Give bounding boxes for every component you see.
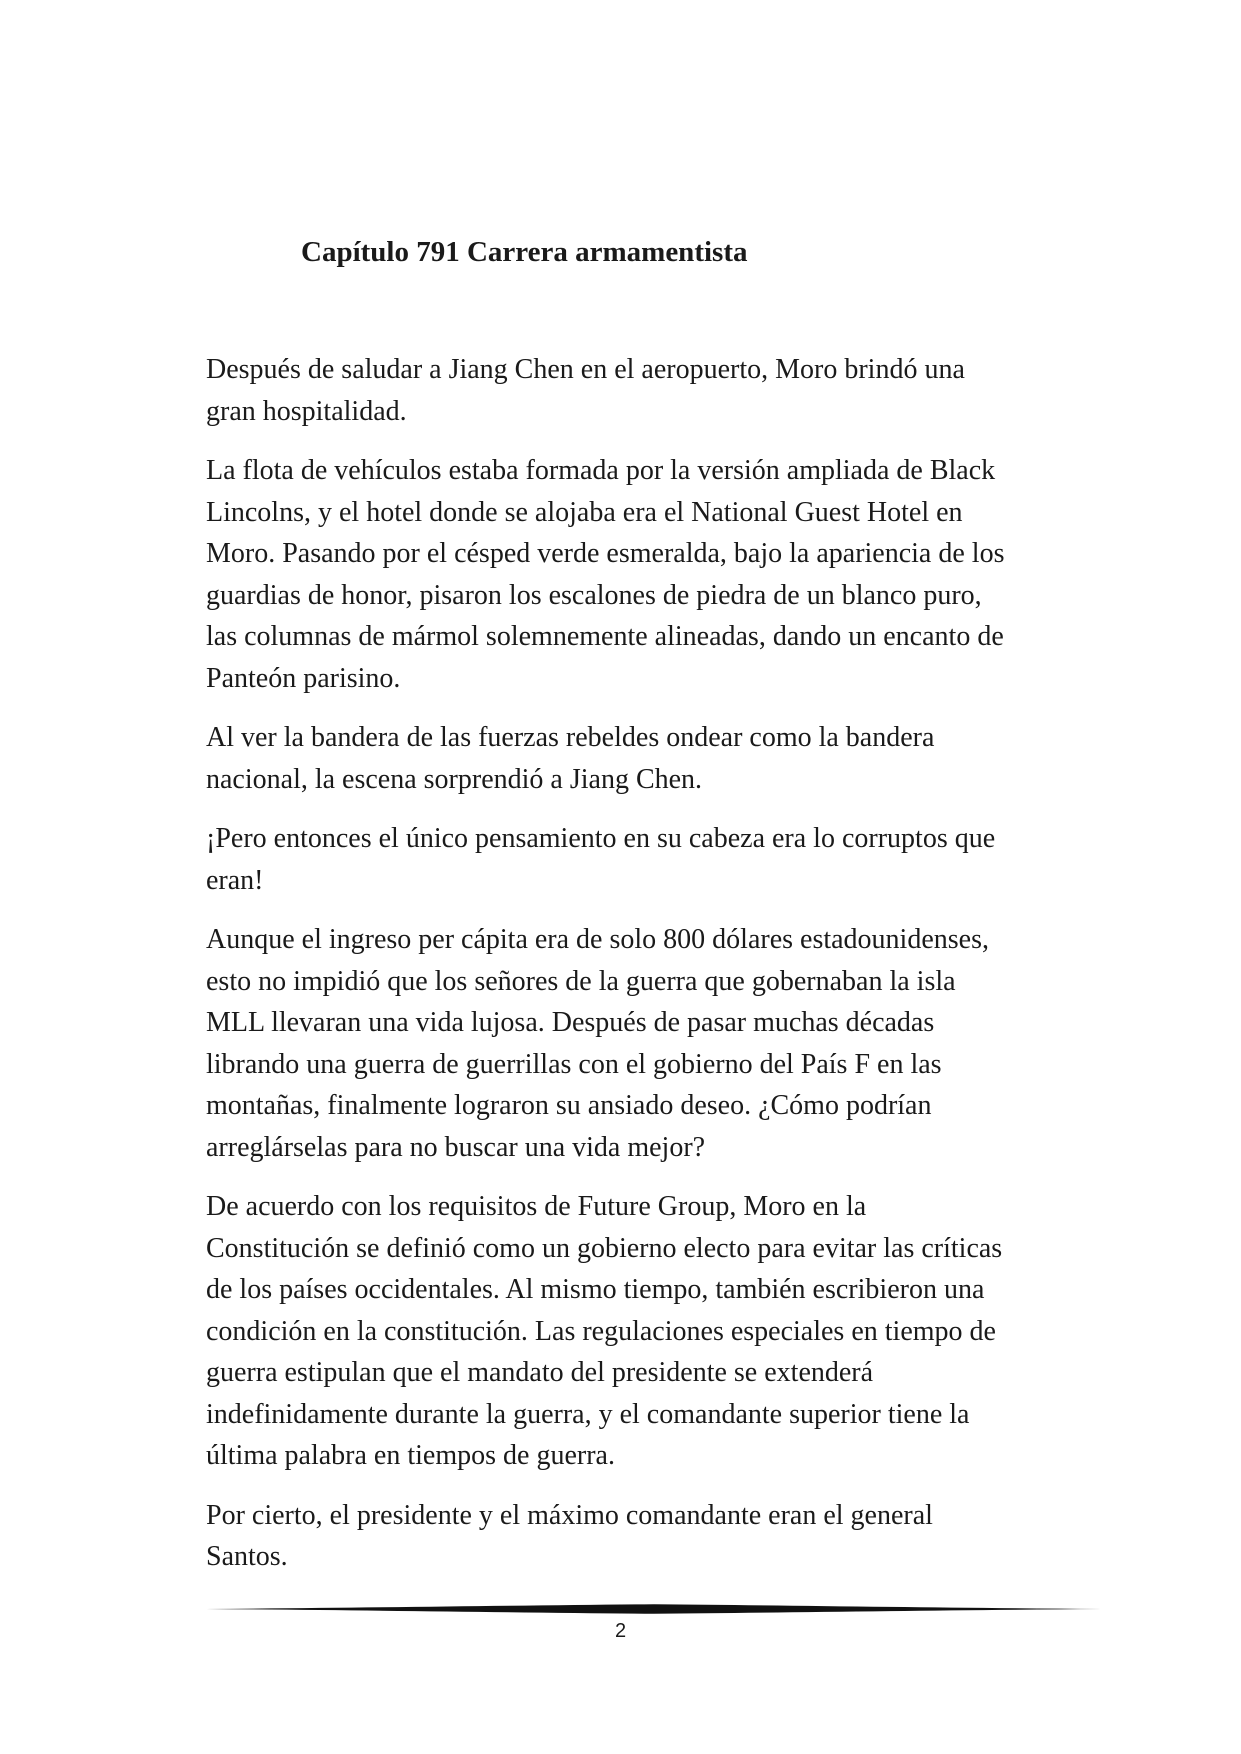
text-line: nacional, la escena sorprendió a Jiang Chen. (206, 763, 703, 795)
text-line: La flota de vehículos estaba formada por la versión ampliada de Black (206, 455, 996, 486)
text-line: guerra estipulan que el mandato del presidente se extenderá (206, 1357, 874, 1388)
text-line: arreglárselas para no buscar una vida mejor? (206, 1131, 706, 1163)
text-line: montañas, finalmente lograron su ansiado deseo. ¿Cómo podrían (206, 1090, 932, 1121)
body-text (206, 349, 1066, 1596)
footer-divider (206, 1602, 1102, 1616)
paragraph (206, 1186, 1066, 1477)
text-line: Santos. (206, 1541, 288, 1572)
text-line: esto no impidió que los señores de la guerra que gobernaban la isla (206, 965, 956, 997)
text-line: Constitución se definió como un gobierno electo para evitar las críticas (206, 1232, 1003, 1264)
text-line: guardias de honor, pisaron los escalones de piedra de un blanco puro, (206, 579, 982, 611)
text-line: De acuerdo con los requisitos de Future Group, Moro en la (206, 1191, 867, 1222)
text-line: Por cierto, el presidente y el máximo comandante eran el general (206, 1499, 933, 1531)
paragraph (206, 1495, 1066, 1578)
text-line: última palabra en tiempos de guerra. (206, 1440, 615, 1471)
paragraph (206, 818, 1066, 901)
text-line: condición en la constitución. Las regulaciones especiales en tiempo de (206, 1315, 996, 1347)
paragraph (206, 717, 1066, 800)
text-line: Después de saludar a Jiang Chen en el aeropuerto, Moro brindó una (206, 354, 965, 385)
text-line: gran hospitalidad. (206, 395, 407, 427)
text-line: Panteón parisino. (206, 662, 401, 694)
paragraph (206, 349, 1066, 432)
paragraph (206, 450, 1066, 699)
text-line: MLL llevaran una vida lujosa. Después de pasar muchas décadas (206, 1007, 935, 1038)
page-number: 2 (614, 1620, 627, 1642)
paragraph (206, 919, 1066, 1168)
text-line: las columnas de mármol solemnemente alineadas, dando un encanto de (206, 621, 1004, 652)
text-line: librando una guerra de guerrillas con el gobierno del País F en las (206, 1048, 942, 1080)
text-line: indefinidamente durante la guerra, y el comandante superior tiene la (206, 1398, 970, 1430)
text-line: Moro. Pasando por el césped verde esmeralda, bajo la apariencia de los (206, 538, 1005, 569)
text-line: ¡Pero entonces el único pensamiento en su cabeza era lo corruptos que (206, 823, 996, 854)
text-line: de los países occidentales. Al mismo tiempo, también escribieron una (206, 1274, 985, 1305)
text-line: Aunque el ingreso per cápita era de solo 800 dólares estadounidenses, (206, 924, 989, 955)
chapter-title: Capítulo 791 Carrera armamentista (301, 236, 748, 268)
text-line: Al ver la bandera de las fuerzas rebeldes ondear como la bandera (206, 722, 935, 753)
text-line: Lincolns, y el hotel donde se alojaba era el National Guest Hotel en (206, 496, 963, 528)
text-line: eran! (206, 864, 264, 896)
